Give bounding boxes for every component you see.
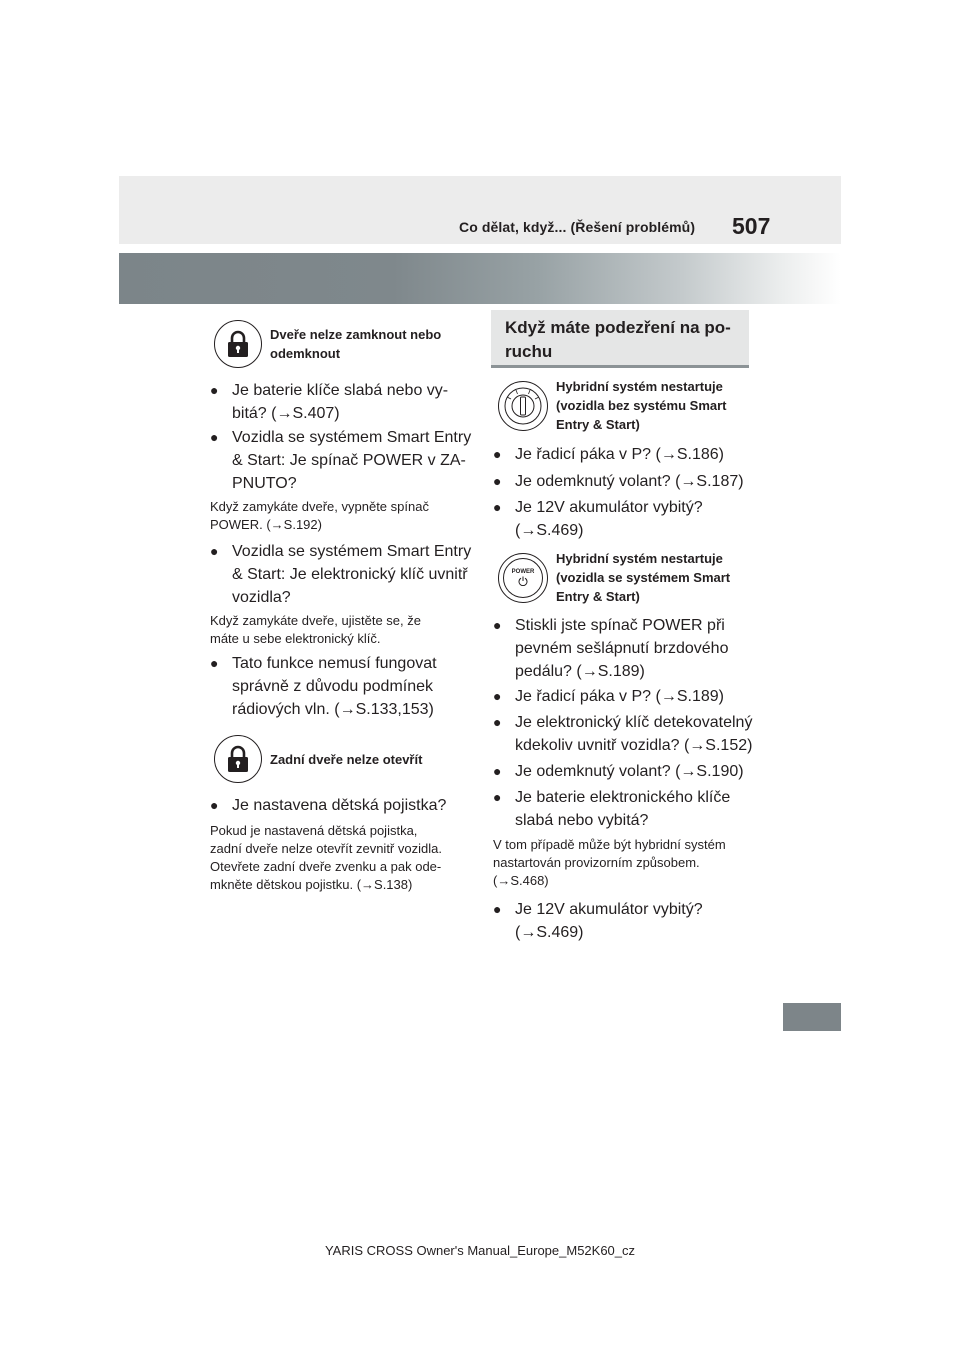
list-item: ● Je 12V akumulátor vybitý? (→S.469) [493,496,755,542]
list-item: ● Je 12V akumulátor vybitý? (→S.469) [493,898,755,944]
power-symbol-icon [518,576,528,586]
subheading-smart-entry [498,549,761,606]
header-title: Co dělat, když... (Řešení problémů) [459,219,696,235]
list-item: ● Je řadicí páka v P? (→S.186) [493,443,755,466]
list-item: ● Je baterie klíče slabá nebo vy- bitá? (→S.407) [210,379,475,425]
list-item: ● Je elektronický klíč detekovatelný kdekoliv uvnitř vozidla? (→S.152) [493,711,755,757]
lock-icon [214,320,262,368]
footer-text: YARIS CROSS Owner's Manual_Europe_M52K60_cz [324,1243,636,1258]
note-text: Když zamykáte dveře, ujistěte se, že máte u sebe elektronický klíč. [210,613,421,646]
list-item: ● Je řadicí páka v P? (→S.189) [493,685,755,708]
subheading-label: Hybridní systém nestartuje (vozidla se systémem Smart Entry & Start) [556,551,731,604]
list-item: ● Vozidla se systémem Smart Entry & Start: Je spínač POWER v ZA- PNUTO? [210,426,475,495]
note-text: Pokud je nastavená dětská pojistka, zadní dveře nelze otevřít zevnitř vozidla. Otevřete zadní dveře zvenku a pak ode- mkněte dětskou pojistku. (→S.138) [210,823,442,892]
note-text: Když zamykáte dveře, vypněte spínač POWER. (→S.192) [210,499,429,532]
list-item: ● Stiskli jste spínač POWER při pevném sešlápnutí brzdového pedálu? (→S.189) [493,614,755,683]
subheading-label: Hybridní systém nestartuje (vozidla bez systému Smart Entry & Start) [556,379,727,432]
list-item: ● Je odemknutý volant? (→S.190) [493,760,755,783]
list-item: ● Je nastavena dětská pojistka? [210,794,475,817]
subheading-no-smart-entry [498,377,761,434]
section-heading [491,310,749,368]
subheading-locks [214,320,470,368]
power-button-icon [498,553,548,603]
subheading-rear-door [214,735,470,783]
subheading-label: Dveře nelze zamknout nebo odemknout [270,327,442,361]
power-button-text: POWER [511,569,535,575]
power-button-inner [503,558,543,598]
list-item: ● Je odemknutý volant? (→S.187) [493,470,755,493]
page-number: 507 [732,213,771,239]
section-title: Když máte podezření na po- ruchu [505,318,731,361]
lock-icon [214,735,262,783]
list-item: ● Vozidla se systémem Smart Entry & Start: Je elektronický klíč uvnitř vozidla? [210,540,475,609]
note-text: V tom případě může být hybridní systém nastartován provizorním způsobem. (→S.468) [493,837,726,888]
subheading-label: Zadní dveře nelze otevřít [270,751,423,767]
header-gradient-band [119,253,841,304]
list-item: ● Tato funkce nemusí fungovat správně z důvodu podmínek rádiových vln. (→S.133,153) [210,652,475,721]
ignition-switch-icon [498,381,548,431]
list-item: ● Je baterie elektronického klíče slabá nebo vybitá? [493,786,755,832]
chapter-side-tab [783,1003,841,1031]
